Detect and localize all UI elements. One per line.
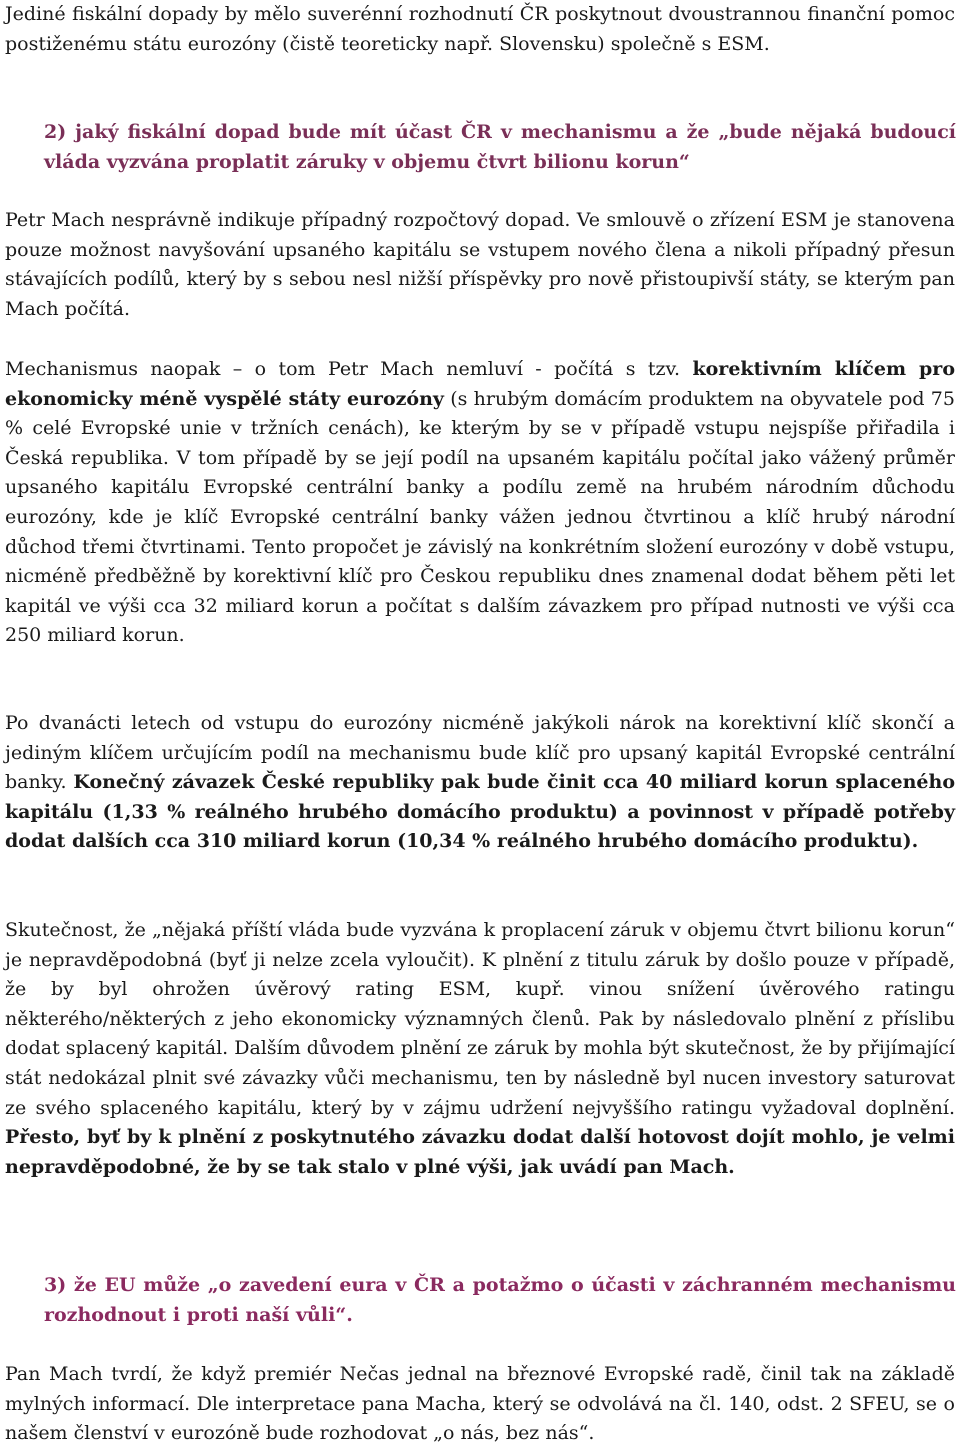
bold-text-run: korektivním klíčem pro ekonomicky méně vyspělé státy eurozóny: [5, 358, 955, 410]
heading-text: že EU může „o zavedení eura v ČR a potažmo o účasti v záchranném mechanismu rozhodnout i proti naší vůli“.: [44, 1274, 956, 1326]
paragraph-konecny-zavazek: [5, 709, 955, 857]
paragraph-korektivni-klic: [5, 355, 955, 651]
bold-text-run: Konečný závazek České republiky pak bude činit cca 40 miliard korun splaceného kapitálu (1,33 % reálného hrubého domácího produktu) a povinnost v případě potřeby dodat dalších cca 310 miliard korun (10,34 % reálného hrubého domácího produktu).: [5, 771, 956, 853]
paragraph-skutecnost: [5, 916, 955, 1182]
heading-number: 3): [44, 1274, 67, 1296]
paragraph-rozpoctovy-dopad: Petr Mach nesprávně indikuje případný rozpočtový dopad. Ve smlouvě o zřízení ESM je stanovena pouze možnost navyšování upsaného kapitálu se vstupem nového člena a nikoli případný přesun stávajících podílů, který by s sebou nesl nižší příspěvky pro nově přistoupivší státy, se kterým pan Mach počítá.: [5, 209, 955, 320]
heading-number: 2): [44, 121, 67, 143]
paragraph-mach-tvrdi: Pan Mach tvrdí, že když premiér Nečas jednal na březnové Evropské radě, činil tak na základě mylných informací. Dle interpretace pana Macha, který se odvolává na čl. 140, odst. 2 SFEU, se o našem členství v eurozóně bude rozhodovat „o nás, bez nás“.: [5, 1363, 955, 1445]
section-heading-2: [44, 118, 956, 177]
paragraph-intro: Jediné fiskální dopady by mělo suverénní rozhodnutí ČR poskytnout dvoustrannou finanční pomoc postiženému státu eurozóny (čistě teoreticky např. Slovensku) společně s ESM.: [5, 3, 955, 55]
text-run: Mechanismus naopak – o tom Petr Mach nemluví - počítá s tzv.: [5, 358, 693, 380]
bold-text-run: Přesto, byť by k plnění z poskytnutého závazku dodat další hotovost dojít mohlo, je velmi nepravděpodobné, že by se tak stalo v plné výši, jak uvádí pan Mach.: [5, 1126, 955, 1178]
text-run: (s hrubým domácím produktem na obyvatele pod 75 % celé Evropské unie v tržních cenách), ke kterým by se v případě vstupu nejspíše přiřadila i Česká republika. V tom případě by se její podíl na upsaném kapitálu počítal jako vážený průměr upsaného kapitálu Evropské centrální banky a podílu země na hrubém národním důchodu eurozóny, kde je klíč Evropské centrální banky vážen jednou čtvrtinou a klíč hrubý národní důchod třemi čtvrtinami. Tento propočet je závislý na konkrétním složení eurozóny v době vstupu, nicméně předběžně by korektivní klíč pro Českou republiku dnes znamenal dodat během pěti let kapitál ve výši cca 32 miliard korun a počítat s dalším závazkem pro případ nutnosti ve výši cca 250 miliard korun.: [5, 387, 955, 647]
text-run: Po dvanácti letech od vstupu do eurozóny nicméně jakýkoli nárok na korektivní klíč skončí a jediným klíčem určujícím podíl na mechanismu bude klíč pro upsaný kapitál Evropské centrální banky.: [5, 712, 955, 794]
text-run: Skutečnost, že „nějaká příští vláda bude vyzvána k proplacení záruk v objemu čtvrt bilionu korun“ je nepravděpodobná (byť ji nelze zcela vyloučit). K plnění z titulu záruk by došlo pouze v případě, že by byl ohrožen úvěrový rating ESM, kupř. vinou snížení úvěrového ratingu některého/některých z jeho ekonomicky významných členů. Pak by následovalo plnění z příslibu dodat splacený kapitál. Dalším důvodem plnění ze záruk by mohla být skutečnost, že by přijímající stát nedokázal plnit své závazky vůči mechanismu, ten by následně byl nucen investory saturovat ze svého splaceného kapitálu, který by v zájmu udržení nejvyššího ratingu vyžadoval doplnění.: [5, 919, 955, 1119]
heading-text: jaký fiskální dopad bude mít účast ČR v mechanismu a že „bude nějaká budoucí vláda vyzvána proplatit záruky v objemu čtvrt bilionu korun“: [44, 121, 956, 173]
section-heading-3: [44, 1271, 956, 1330]
